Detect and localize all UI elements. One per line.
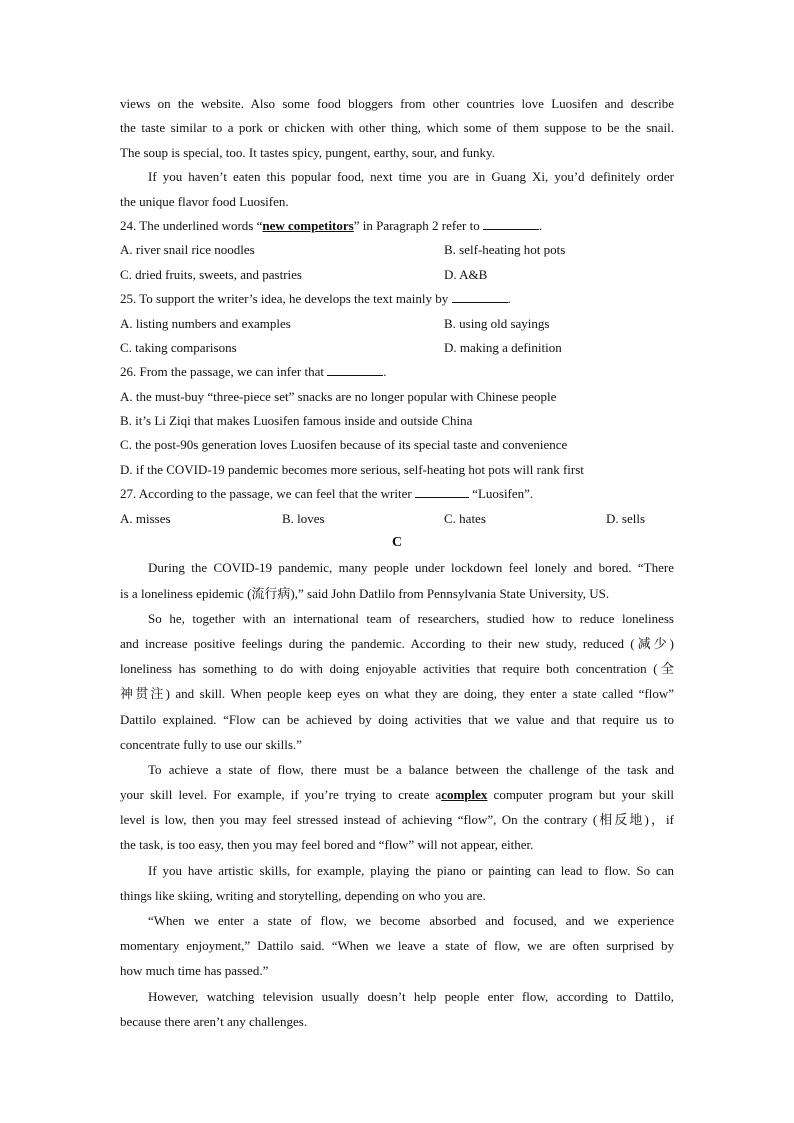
question-stem xyxy=(120,214,674,238)
question-stem xyxy=(120,360,674,384)
text-line: 神贯注) and skill. When people keep eyes on what they are doing, they enter a state called “flow” xyxy=(120,686,674,702)
text-line: So he, together with an international team of researchers, studied how to reduce loneliness xyxy=(148,610,674,626)
option-a: A. listing numbers and examples xyxy=(120,315,291,331)
option-b: B. loves xyxy=(282,510,325,526)
option-d: D. if the COVID-19 pandemic becomes more serious, self-heating hot pots will rank first xyxy=(120,461,584,477)
text-fragment: your skill level. For example, if you’re trying to create a xyxy=(120,787,442,803)
text-line: “When we enter a state of flow, we become absorbed and focused, and we experience xyxy=(148,913,674,929)
answer-blank xyxy=(327,363,383,376)
text-line: The soup is special, too. It tastes spicy, pungent, earthy, sour, and funky. xyxy=(120,144,495,160)
option-b: B. using old sayings xyxy=(444,315,550,331)
stem-end: . xyxy=(538,217,543,233)
answer-blank xyxy=(452,290,508,303)
document-page xyxy=(120,92,674,1034)
option-c: C. hates xyxy=(444,510,486,526)
question-27 xyxy=(120,482,674,531)
question-26 xyxy=(120,360,674,482)
options-row xyxy=(120,336,674,360)
stem-text: ” in Paragraph 2 refer to xyxy=(353,217,480,233)
section-heading: C xyxy=(391,535,403,551)
stem-text: 24. The underlined words “ xyxy=(120,217,263,233)
text-line: momentary enjoyment,” Dattilo said. “When we leave a state of flow, we are often surprised by xyxy=(120,938,674,954)
option-c: C. the post-90s generation loves Luosifen because of its special taste and convenience xyxy=(120,437,568,453)
text-line: because there aren’t any challenges. xyxy=(120,1013,308,1029)
text-line: the taste similar to a pork or chicken with other thing, which some of them suppose to be the snail. xyxy=(120,120,674,136)
text-line: If you haven’t eaten this popular food, next time you are in Guang Xi, you’d definitely order xyxy=(148,169,674,185)
option-c: C. taking comparisons xyxy=(120,339,237,355)
text-line: the task, is too easy, then you may feel bored and “flow” will not appear, either. xyxy=(120,837,534,853)
passage-b-ending xyxy=(120,92,674,214)
answer-blank xyxy=(483,217,539,230)
text-line: how much time has passed.” xyxy=(120,963,269,979)
option-b: B. self-heating hot pots xyxy=(444,242,566,258)
text-line: If you have artistic skills, for example, playing the piano or painting can lead to flow. So can xyxy=(148,862,674,878)
question-stem xyxy=(120,287,674,311)
option-d: D. sells xyxy=(606,510,645,526)
stem-text: 27. According to the passage, we can feel that the writer xyxy=(120,486,412,502)
options-row xyxy=(120,238,674,262)
stem-text: 25. To support the writer’s idea, he develops the text mainly by xyxy=(120,291,449,307)
option-a: A. river snail rice noodles xyxy=(120,242,255,258)
options-row xyxy=(120,507,674,531)
text-line: things like skiing, writing and storytelling, depending on who you are. xyxy=(120,887,486,903)
text-line: Dattilo explained. “Flow can be achieved by doing activities that we value and that require us to xyxy=(120,711,674,727)
stem-end: . xyxy=(383,364,387,380)
question-stem xyxy=(120,482,674,506)
underlined-phrase: new competitors xyxy=(262,217,354,233)
option-a: A. the must-buy “three-piece set” snacks are no longer popular with Chinese people xyxy=(120,388,557,404)
text-line: level is low, then you may feel stressed instead of achieving “flow”, On the contrary (相反地)，if xyxy=(120,812,674,828)
passage-c xyxy=(120,555,674,1034)
option-d: D. A&B xyxy=(444,266,488,282)
text-line: During the COVID-19 pandemic, many people under lockdown feel lonely and bored. “There xyxy=(148,560,674,576)
option-b: B. it’s Li Ziqi that makes Luosifen famous inside and outside China xyxy=(120,413,473,429)
text-line: loneliness has something to do with doing enjoyable activities that require both concentration (全 xyxy=(120,661,674,677)
text-line: To achieve a state of flow, there must be a balance between the challenge of the task and xyxy=(148,761,674,777)
options-row xyxy=(120,263,674,287)
option-c: C. dried fruits, sweets, and pastries xyxy=(120,266,302,282)
text-fragment: computer program but your skill xyxy=(493,787,674,803)
option-a: A. misses xyxy=(120,510,171,526)
options-row xyxy=(120,312,674,336)
answer-blank xyxy=(415,485,469,498)
stem-end: “Luosifen”. xyxy=(472,486,534,502)
text-line: However, watching television usually doesn’t help people enter flow, according to Dattilo, xyxy=(148,988,674,1004)
text-line xyxy=(120,782,674,807)
stem-end: . xyxy=(507,291,511,307)
underlined-word: complex xyxy=(441,787,488,803)
text-line: views on the website. Also some food bloggers from other countries love Luosifen and describe xyxy=(120,96,674,111)
question-25 xyxy=(120,287,674,360)
text-line: the unique flavor food Luosifen. xyxy=(120,193,289,209)
stem-text: 26. From the passage, we can infer that xyxy=(120,364,324,380)
text-line: and increase positive feelings during the pandemic. According to their new study, reduced (减少) xyxy=(120,635,674,651)
text-line: concentrate fully to use our skills.” xyxy=(120,736,302,752)
question-24 xyxy=(120,214,674,287)
option-d: D. making a definition xyxy=(444,339,562,355)
text-line: is a loneliness epidemic (流行病),” said John Datlilo from Pennsylvania State University, US. xyxy=(120,585,610,601)
